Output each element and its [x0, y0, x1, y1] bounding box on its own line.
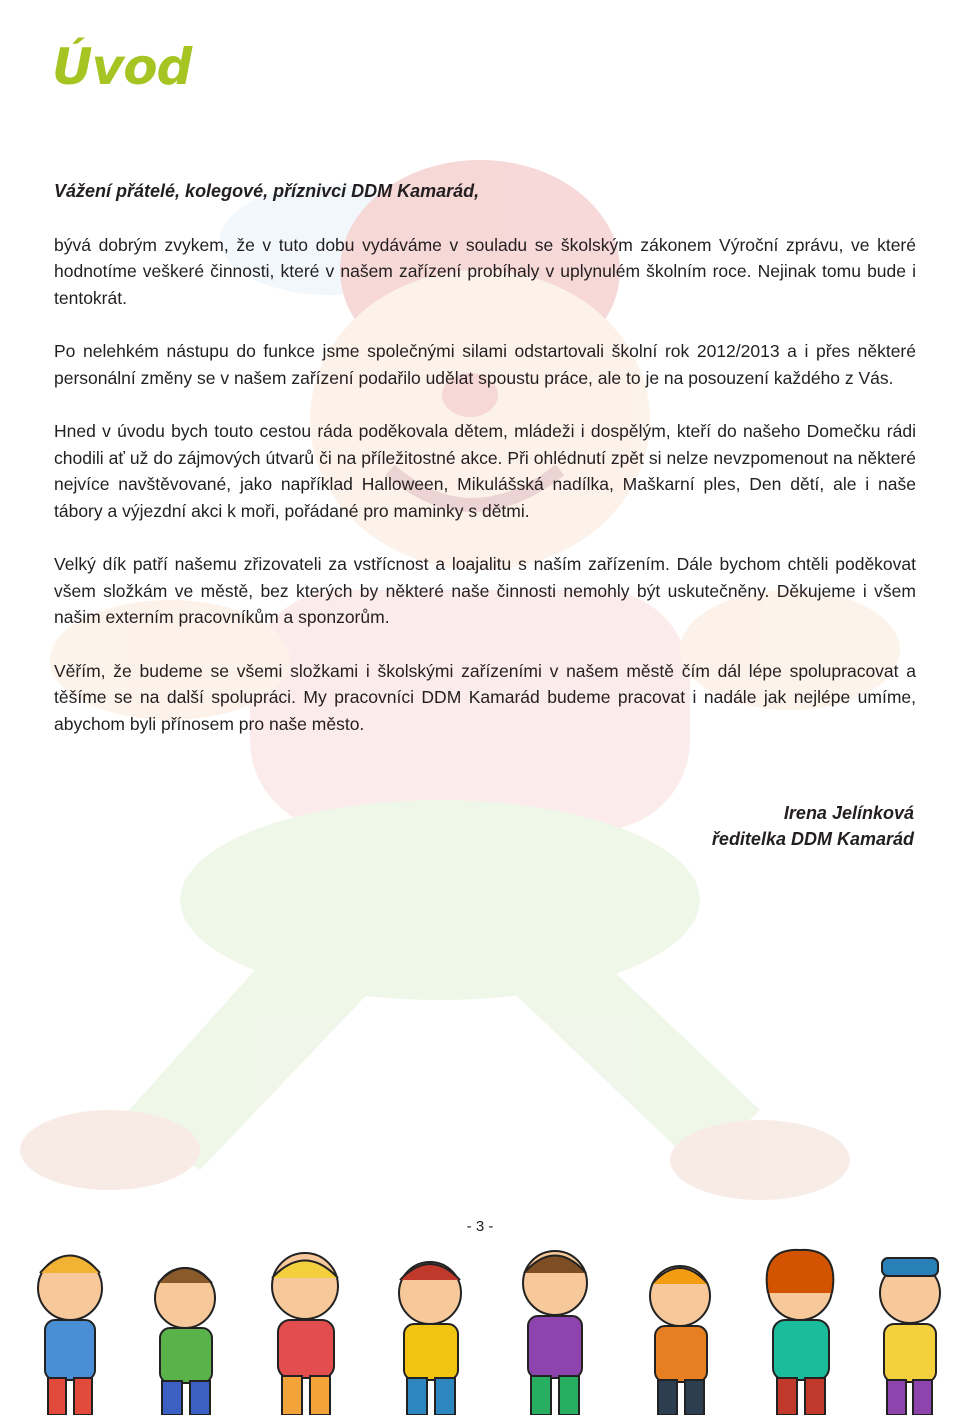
signature-block [712, 800, 914, 852]
page-number: - 3 - [466, 1218, 494, 1235]
paragraph-intro: bývá dobrým zvykem, že v tuto dobu vydáváme v souladu se školským zákonem Výroční zprávu, ve které hodnotíme veškeré činnosti, které v našem zařízení probíhaly v uplynulém školním roce. Nejinak tomu bude i tentokrát. [54, 234, 916, 308]
paragraph-cooperation: Věřím, že budeme se všemi složkami i školskými zařízeními v našem městě čím dál lépe spolupracovat a těšíme se na další spolupráci. My pracovníci DDM Kamarád budeme pracovat i nadále jak nejlépe umíme, abychom byli přínosem pro naše město. [54, 660, 916, 734]
paragraph-school-year: Po nelehkém nástupu do funkce jsme společnými silami odstartovali školní rok 2012/2013 a i přes některé personální změny se v našem zařízení podařilo udělat spoustu práce, ale to je na posouzení každého z Vás. [54, 341, 916, 388]
cartoon-children-row-icon [0, 1238, 960, 1415]
signature-role: ředitelka DDM Kamarád [711, 829, 914, 849]
paragraph-thanks-children: Hned v úvodu bych touto cestou ráda poděkovala dětem, mládeži i dospělým, kteří do našeho Domečku rádi chodili ať už do zájmových útvarů či na příležitostné akce. Při ohlédnutí zpět si nelze nevzpomenout na některé nejvíce navštěvované, jako například Halloween, Mikulášská nadílka, Maškarní ples, Den dětí, ale i naše tábory a výjezdní akci k moři, pořádané pro maminky s dětmi. [54, 421, 916, 521]
letter-body [54, 178, 916, 764]
salutation: Vážení přátelé, kolegové, příznivci DDM Kamarád, [54, 181, 480, 201]
signature-name: Irena Jelínková [783, 803, 914, 823]
paragraph-thanks-founder: Velký dík patří našemu zřizovateli za vstřícnost a loajalitu s naším zařízením. Dále bychom chtěli poděkovat všem složkám ve městě, bez kterých by některé naše činnosti nemohly být uskutečněny. Děkujeme i všem našim externím pracovníkům a sponzorům. [54, 554, 916, 627]
page-title: Úvod [52, 38, 192, 96]
